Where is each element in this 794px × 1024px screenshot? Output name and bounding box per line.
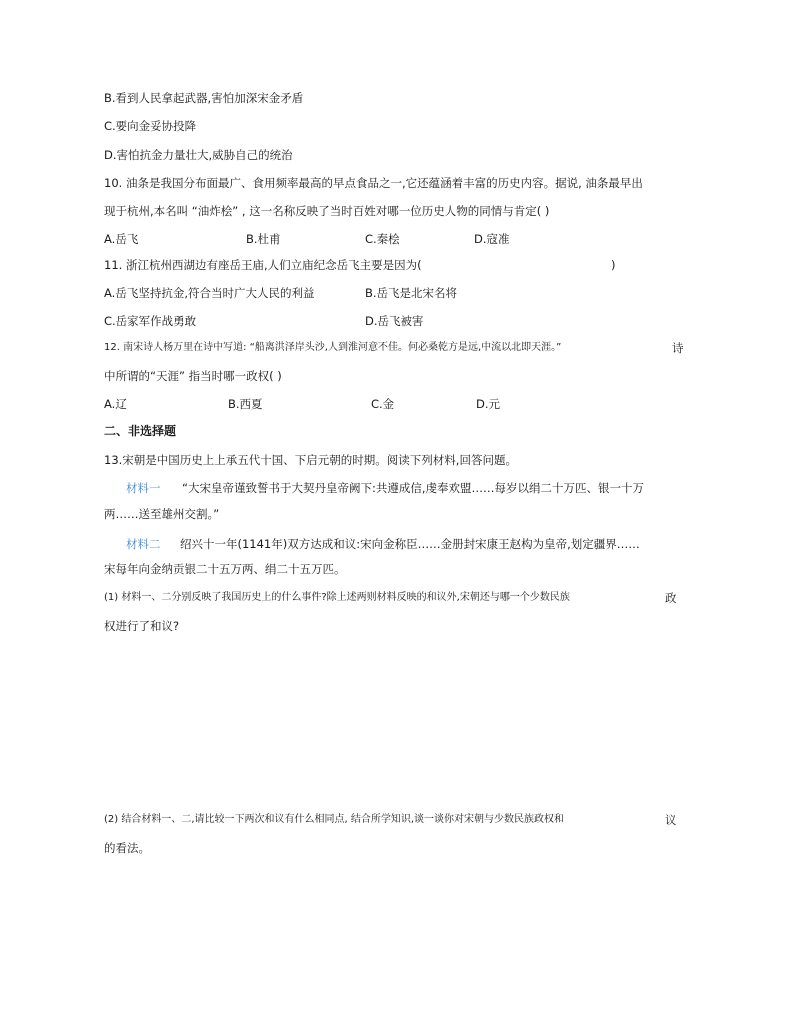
q13-material2-label: 材料二	[126, 537, 161, 551]
q12-option-d: D.元	[476, 397, 501, 411]
q9-option-c: C.要向金妥协投降	[104, 119, 197, 133]
q13-sub1-line2: 权进行了和议?	[104, 619, 180, 633]
q13-sub1-line1: (1) 材料一、二分别反映了我国历史上的什么事件?除上述两则材料反映的和议外,宋朝还与哪一个少数民族	[104, 592, 570, 603]
q12-option-b: B.西夏	[228, 397, 263, 411]
q11-paren-close: )	[611, 258, 616, 272]
q11-option-b: B.岳飞是北宋名将	[365, 286, 458, 300]
q13-sub1-line1-end: 政	[665, 591, 677, 605]
q9-option-b: B.看到人民拿起武器,害怕加深宋金矛盾	[104, 91, 304, 105]
q10-option-c: C.秦桧	[365, 232, 400, 246]
q13-intro: 13.宋朝是中国历史上上承五代十国、下启元朝的时期。阅读下列材料,回答问题。	[104, 453, 517, 467]
q10-option-d: D.寇准	[474, 232, 510, 246]
q11-option-c: C.岳家军作战勇敢	[104, 314, 197, 328]
q13-sub2-line1: (2) 结合材料一、二,请比较一下两次和议有什么相同点, 结合所学知识,谈一谈你对宋朝与少数民族政权和	[104, 814, 565, 825]
q13-material2-line2: 宋每年向金纳贡银二十五万两、绢二十五万匹。	[104, 562, 346, 576]
q10-stem-line2: 现于杭州,本名叫 “油炸桧” , 这一名称反映了当时百姓对哪一位历史人物的同情与肯定( )	[104, 204, 550, 218]
q11-option-d: D.岳飞被害	[365, 314, 424, 328]
q13-material2-line1: 绍兴十一年(1141年)双方达成和议:宋向金称臣……金册封宋康王赵构为皇帝,划定疆界……	[180, 537, 640, 551]
q11-option-a: A.岳飞坚持抗金,符合当时广大人民的利益	[104, 286, 315, 300]
q10-option-a: A.岳飞	[104, 232, 139, 246]
q13-material1-line2: 两……送至雄州交割。”	[104, 507, 220, 521]
q13-material1-label: 材料一	[126, 481, 161, 495]
q12-stem-line2: 中所谓的“天涯” 指当时哪一政权( )	[104, 369, 282, 383]
q10-option-b: B.杜甫	[246, 232, 281, 246]
q12-stem-line1: 12. 南宋诗人杨万里在诗中写道: “船离洪泽岸头沙,人到淮河意不佳。何必桑乾方是远,中流以北即天涯。”	[104, 342, 562, 353]
q13-sub2-line2: 的看法。	[104, 841, 150, 855]
q12-stem-line1-end: 诗	[672, 341, 684, 355]
q11-stem: 11. 浙江杭州西湖边有座岳王庙,人们立庙纪念岳飞主要是因为(	[104, 258, 422, 272]
q9-option-d: D.害怕抗金力量壮大,威胁自己的统治	[104, 148, 293, 162]
q10-stem-line1: 10. 油条是我国分布面最广、食用频率最高的早点食品之一,它还蕴涵着丰富的历史内容。据说, 油条最早出	[104, 176, 643, 190]
q13-sub2-line1-end: 议	[665, 813, 677, 827]
q13-material1-line1: “大宋皇帝谨致誓书于大契丹皇帝阙下:共遵成信,虔奉欢盟……每岁以绢二十万匹、银一十万	[182, 481, 644, 495]
q12-option-a: A.辽	[104, 397, 127, 411]
q12-option-c: C.金	[371, 397, 395, 411]
section-title: 二、非选择题	[104, 424, 177, 438]
